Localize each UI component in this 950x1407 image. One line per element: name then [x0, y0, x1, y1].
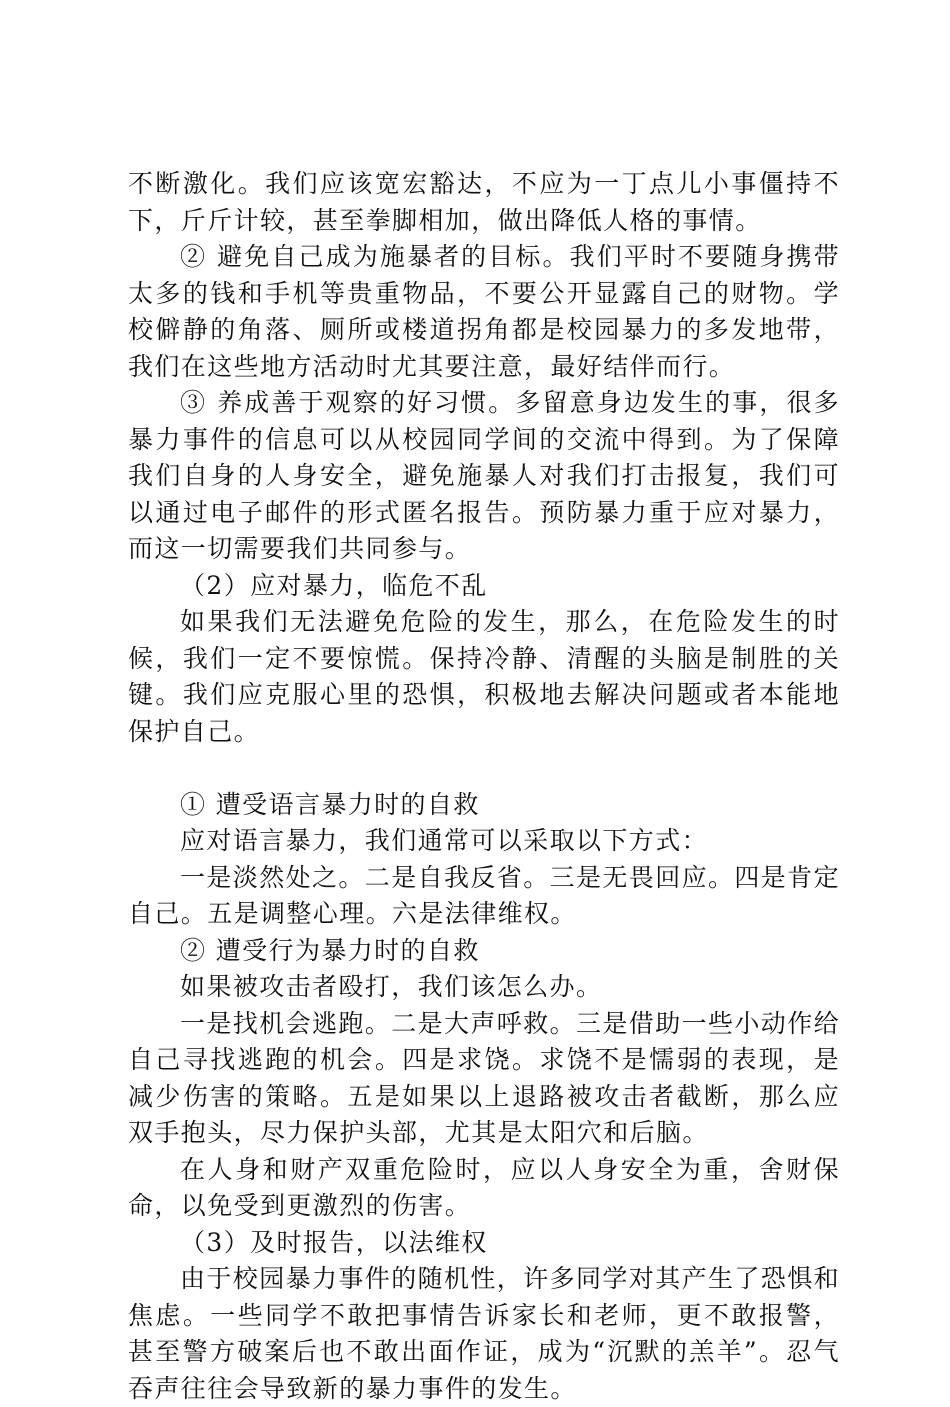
section-heading-3: （3）及时报告，以法维权 [180, 1227, 488, 1257]
paragraph-verbal-methods: 一是淡然处之。二是自我反省。三是无畏回应。四是肯定自己。五是调整心理。六是法律维权。 [128, 862, 841, 928]
paragraph-continuation: 不断激化。我们应该宽宏豁达，不应为一丁点儿小事僵持不下，斤斤计较，甚至拳脚相加，做出降低人格的事情。 [128, 169, 840, 235]
subheading-verbal-violence: ① 遭受语言暴力时的自救 [180, 789, 480, 819]
section-heading-2: （2）应对暴力，临危不乱 [180, 570, 488, 600]
paragraph-observe-habit: ③ 养成善于观察的好习惯。多留意身边发生的事，很多暴力事件的信息可以从校园同学间的交流中得到。为了保障我们自身的人身安全，避免施暴人对我们打击报复，我们可以通过电子邮件的形式匿名报告。预防暴力重于应对暴力，而这一切需要我们共同参与。 [128, 388, 840, 563]
paragraph-report: 由于校园暴力事件的随机性，许多同学对其产生了恐惧和焦虑。一些同学不敢把事情告诉家长和老师，更不敢报警，甚至警方破案后也不敢出面作证，成为“沉默的羔羊”。忍气吞声往往会导致新的暴力事件的发生。 [128, 1264, 841, 1403]
document-body [128, 166, 840, 1407]
paragraph-verbal-intro: 应对语言暴力，我们通常可以采取以下方式： [180, 826, 709, 855]
paragraph-avoid-target: ② 避免自己成为施暴者的目标。我们平时不要随身携带太多的钱和手机等贵重物品，不要公开显露自己的财物。学校僻静的角落、厕所或楼道拐角都是校园暴力的多发地带，我们在这些地方活动时尤其要注意，最好结伴而行。 [128, 242, 840, 381]
paragraph-physical-methods: 一是找机会逃跑。二是大声呼救。三是借助一些小动作给自己寻找逃跑的机会。四是求饶。求饶不是懦弱的表现，是减少伤害的策略。五是如果以上退路被攻击者截断，那么应双手抱头，尽力保护头部，尤其是太阳穴和后脑。 [128, 1008, 841, 1147]
paragraph-physical-intro: 如果被攻击者殴打，我们该怎么办。 [180, 972, 603, 1001]
paragraph-stay-calm: 如果我们无法避免危险的发生，那么，在危险发生的时候，我们一定不要惊慌。保持冷静、清醒的头脑是制胜的关键。我们应克服心里的恐惧，积极地去解决问题或者本能地保护自己。 [128, 607, 840, 746]
subheading-physical-violence: ② 遭受行为暴力时的自救 [180, 935, 480, 965]
paragraph-safety-first: 在人身和财产双重危险时，应以人身安全为重，舍财保命，以免受到更激烈的伤害。 [128, 1154, 840, 1220]
blank-line [128, 750, 840, 787]
